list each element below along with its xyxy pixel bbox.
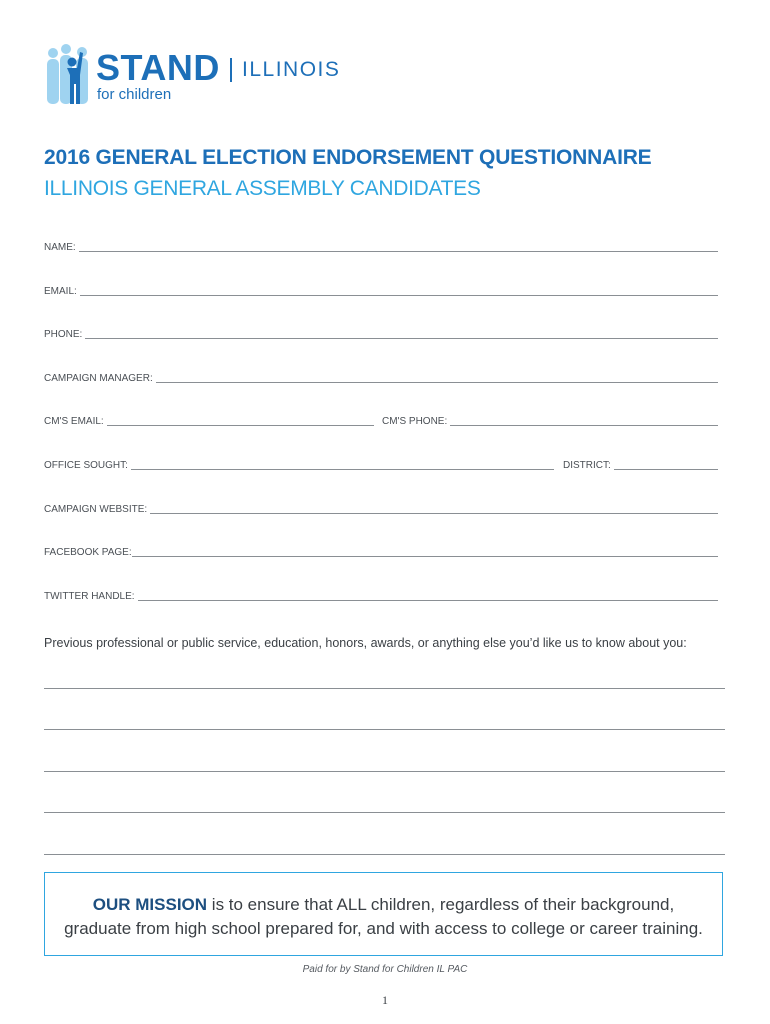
cm-email-field[interactable] [44,412,374,428]
phone-field[interactable] [44,325,718,341]
answer-line[interactable] [44,729,725,730]
phone-label: PHONE: [44,329,83,340]
background-prompt: Previous professional or public service, education, honors, awards, or anything else you’d like us to know about you: [44,636,687,650]
district-label: DISTRICT: [563,460,611,471]
answer-line[interactable] [44,854,725,855]
campaign-manager-label: CAMPAIGN MANAGER: [44,373,153,384]
campaign-manager-field[interactable] [44,369,718,385]
twitter-handle-field[interactable] [44,587,718,603]
email-input-line[interactable] [80,295,718,296]
facebook-page-input-line[interactable] [132,556,718,557]
name-input-line[interactable] [79,251,718,252]
campaign-website-field[interactable] [44,500,718,516]
cm-phone-label: CM'S PHONE: [382,416,448,427]
answer-line[interactable] [44,688,725,689]
answer-line[interactable] [44,771,725,772]
cm-email-label: CM'S EMAIL: [44,416,104,427]
mission-text-1: is to ensure that ALL children, regardless of their background, [207,895,675,914]
logo-brand: STAND [96,47,220,88]
children-silhouette-icon [44,44,94,106]
answer-line[interactable] [44,812,725,813]
twitter-handle-label: TWITTER HANDLE: [44,591,135,602]
campaign-website-input-line[interactable] [150,513,718,514]
logo-divider [230,58,232,82]
twitter-handle-input-line[interactable] [138,600,718,601]
facebook-page-label: FACEBOOK PAGE: [44,547,132,558]
name-field[interactable] [44,238,718,254]
office-sought-field[interactable] [44,456,554,472]
cm-phone-input-line[interactable] [450,425,718,426]
page-title: 2016 GENERAL ELECTION ENDORSEMENT QUESTIONNAIRE [44,146,652,169]
office-sought-input-line[interactable] [131,469,554,470]
facebook-page-field[interactable] [44,543,718,559]
district-field[interactable] [563,456,718,472]
cm-email-input-line[interactable] [107,425,374,426]
email-label: EMAIL: [44,286,77,297]
mission-box [44,872,723,956]
logo-tagline: for children [97,86,172,103]
mission-text-2: graduate from high school prepared for, and with access to college or career training. [64,919,703,938]
stand-for-children-logo [44,44,364,106]
name-label: NAME: [44,242,76,253]
cm-phone-field[interactable] [382,412,718,428]
campaign-manager-input-line[interactable] [156,382,718,383]
paid-for-notice: Paid for by Stand for Children IL PAC [302,964,468,975]
page-subtitle: ILLINOIS GENERAL ASSEMBLY CANDIDATES [44,177,481,200]
email-field[interactable] [44,282,718,298]
mission-heading: OUR MISSION [92,895,208,914]
mission-line-1 [45,893,722,917]
district-input-line[interactable] [614,469,718,470]
campaign-website-label: CAMPAIGN WEBSITE: [44,504,148,515]
office-sought-label: OFFICE SOUGHT: [44,460,128,471]
page-number: 1 [382,993,388,1007]
logo-state: ILLINOIS [242,58,341,81]
phone-input-line[interactable] [85,338,718,339]
